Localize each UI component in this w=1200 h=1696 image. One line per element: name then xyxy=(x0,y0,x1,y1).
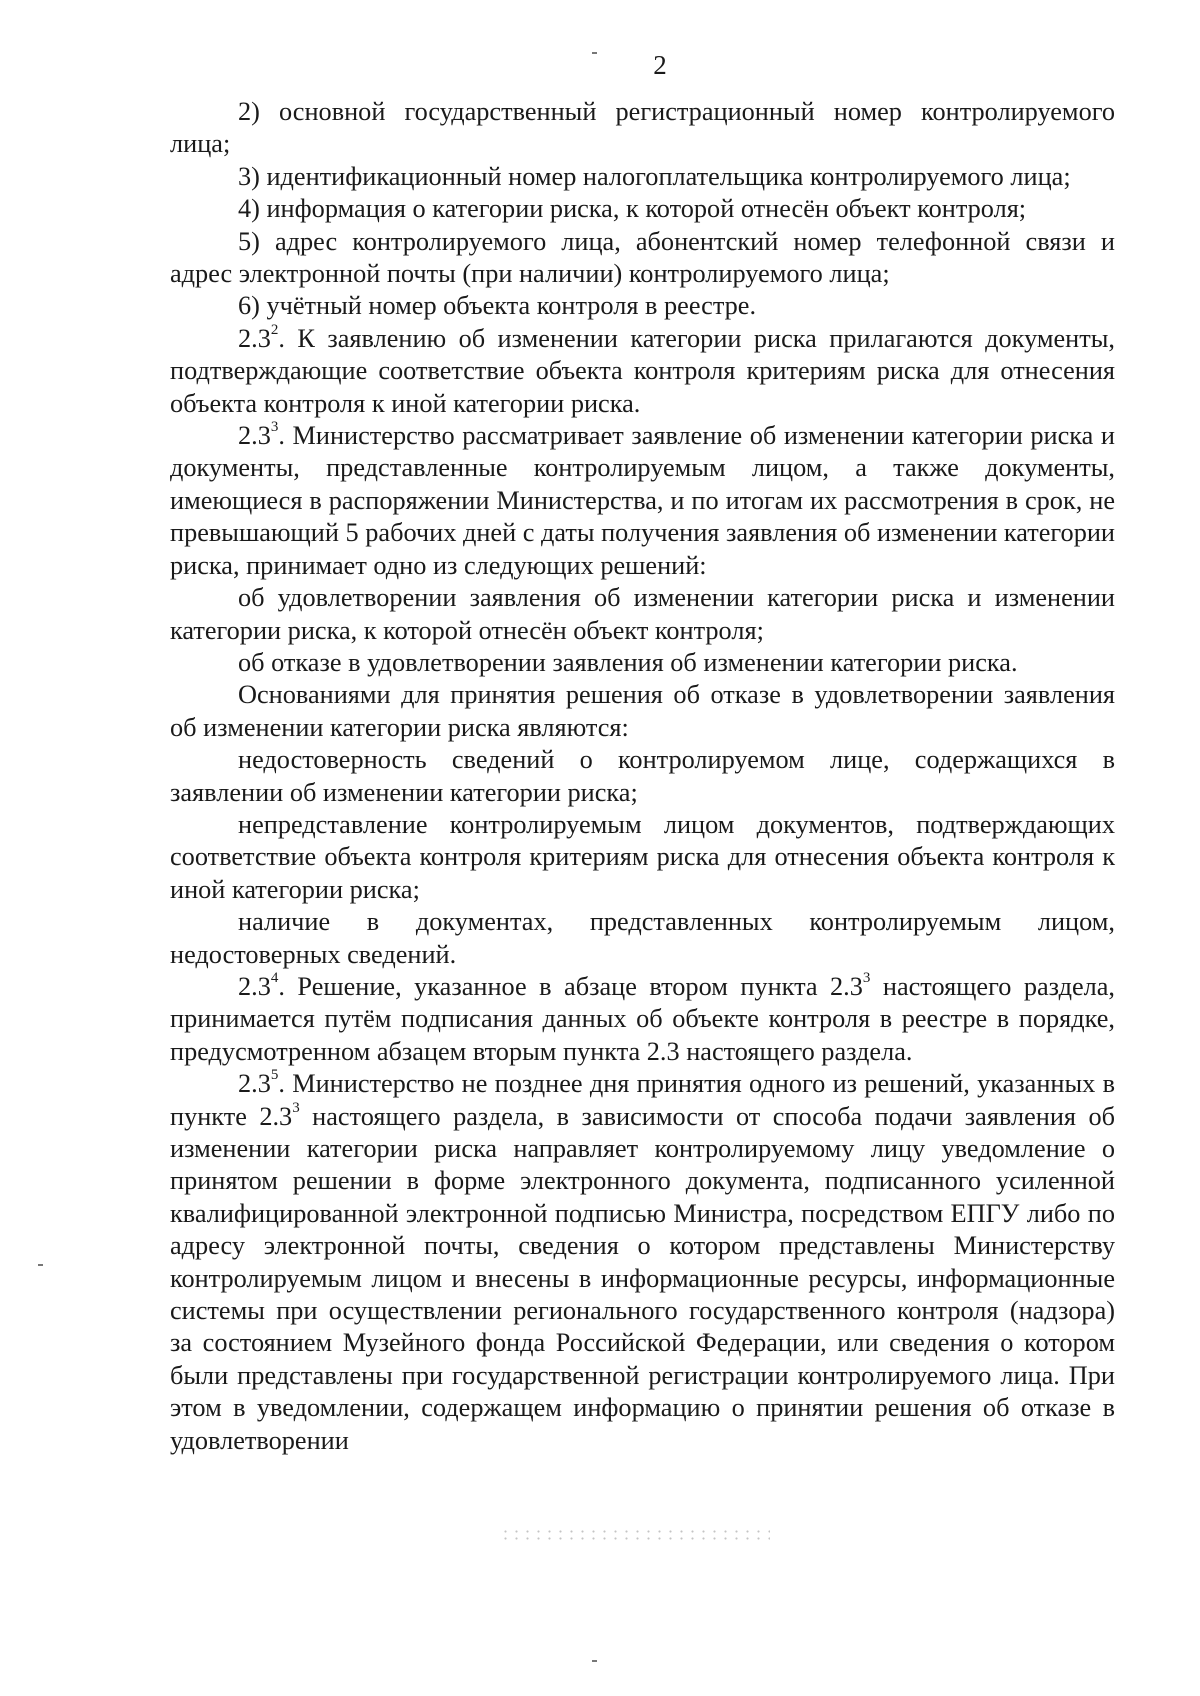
paragraph-text: . Министерство не позднее дня принятия одного из решений, указанных в пункте 2.3 xyxy=(170,1069,1115,1131)
paragraph xyxy=(170,420,1115,582)
paragraph xyxy=(170,323,1115,420)
paragraph-text: 5) адрес контролируемого лица, абонентский номер телефонной связи и адрес электронной почты (при наличии) контролируемого лица; xyxy=(170,226,1115,289)
paragraph-text-continued: настоящего раздела, в зависимости от способа подачи заявления об изменении категории риска направляет контролируемому лицу уведомление о принятом решении в форме электронного документа, подписанного усиленной квалифицированной электронной подписью Министра, посредством ЕПГУ либо по адресу электронной почты, сведения о котором представлены Министерству контролируемым лицом и внесены в информационные ресурсы, информационные системы при осуществлении регионального государственного контроля (надзора) за состоянием Музейного фонда Российской Федерации, или сведения о котором были представлены при государственной регистрации контролируемого лица. При этом в уведомлении, содержащем информацию о принятии решения об отказе в удовлетворении xyxy=(170,1101,1115,1455)
paragraph xyxy=(170,290,1115,322)
paragraph-text: . Решение, указанное в абзаце втором пункта 2.3 xyxy=(278,971,863,1001)
section-superscript: 5 xyxy=(270,1067,279,1084)
document-body xyxy=(170,96,1115,1457)
paragraph xyxy=(170,582,1115,647)
paragraph xyxy=(170,226,1115,291)
paragraph-text: Основаниями для принятия решения об отказе в удовлетворении заявления об изменении категории риска являются: xyxy=(170,680,1115,742)
paragraph-text: недостоверность сведений о контролируемом лице, содержащихся в заявлении об изменении категории риска; xyxy=(170,745,1115,807)
section-number: 2.3 xyxy=(238,323,271,353)
scan-speck xyxy=(38,1264,43,1266)
paragraph-text: об отказе в удовлетворении заявления об изменении категории риска. xyxy=(238,647,1018,677)
paragraph-text: 6) учётный номер объекта контроля в реестре. xyxy=(238,291,757,321)
paragraph xyxy=(170,971,1115,1068)
paragraph xyxy=(170,906,1115,971)
paragraph-text: 4) информация о категории риска, к которой отнесён объект контроля; xyxy=(238,194,1027,224)
paragraph-text: наличие в документах, представленных контролируемым лицом, недостоверных сведений. xyxy=(170,907,1115,969)
paragraph xyxy=(170,744,1115,809)
paragraph-text-continued: настоящего раздела, принимается путём подписания данных об объекте контроля в реестре в порядке, предусмотренном абзацем вторым пункта 2.3 настоящего раздела. xyxy=(170,971,1116,1066)
scan-smudge xyxy=(500,1528,770,1542)
section-superscript: 2 xyxy=(270,322,279,339)
paragraph xyxy=(170,96,1115,161)
paragraph-text: 3) идентификационный номер налогоплательщика контролируемого лица; xyxy=(238,161,1071,191)
paragraph xyxy=(170,161,1115,193)
reference-superscript: 3 xyxy=(292,1099,300,1116)
paragraph-text: непредставление контролируемым лицом документов, подтверждающих соответствие объекта контроля критериям риска для отнесения объекта контроля к иной категории риска; xyxy=(170,809,1115,904)
paragraph xyxy=(170,679,1115,744)
paragraph xyxy=(170,193,1115,225)
paragraph-text: об удовлетворении заявления об изменении категории риска и изменении категории риска, к которой отнесён объект контроля; xyxy=(170,583,1115,645)
paragraph-text: . К заявлению об изменении категории риска прилагаются документы, подтверждающие соответствие объекта контроля критериям риска для отнесения объекта контроля к иной категории риска. xyxy=(170,323,1115,418)
paragraph xyxy=(170,647,1115,679)
section-superscript: 3 xyxy=(270,419,279,436)
page-number: 2 xyxy=(653,50,667,80)
paragraph xyxy=(170,1068,1115,1457)
section-number: 2.3 xyxy=(238,971,271,1001)
scan-speck xyxy=(592,1660,597,1662)
section-number: 2.3 xyxy=(238,1069,271,1099)
section-superscript: 4 xyxy=(270,970,279,987)
paragraph-text: . Министерство рассматривает заявление об изменении категории риска и документы, представленные контролируемым лицом, а также документы, имеющиеся в распоряжении Министерства, и по итогам их рассмотрения в срок, не превышающий 5 рабочих дней с даты получения заявления об изменении категории риска, принимает одно из следующих решений: xyxy=(170,421,1115,580)
paragraph xyxy=(170,809,1115,906)
paragraph-text: 2) основной государственный регистрационный номер контролируемого лица; xyxy=(170,97,1115,159)
reference-superscript: 3 xyxy=(862,970,871,987)
section-number: 2.3 xyxy=(238,421,271,451)
